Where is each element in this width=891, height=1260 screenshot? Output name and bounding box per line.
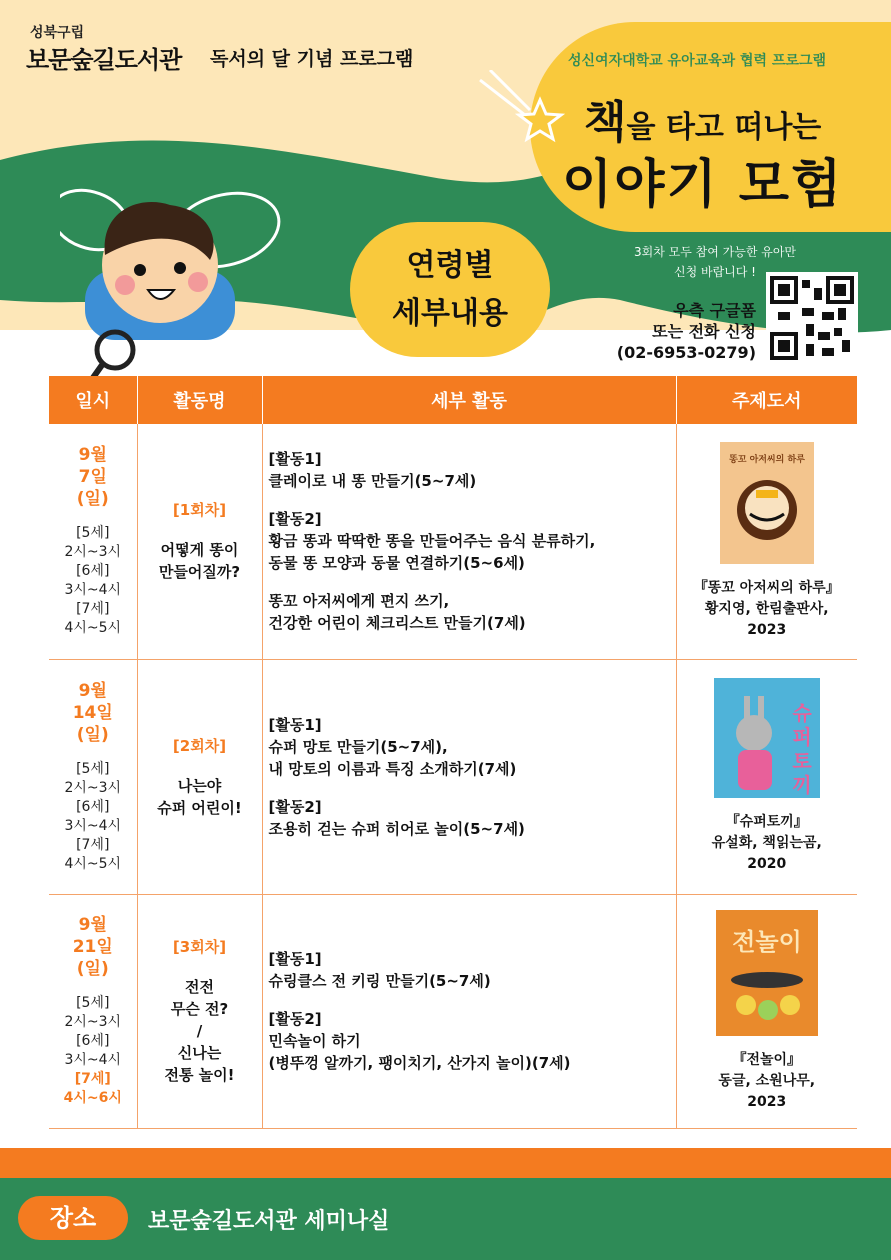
book-cover-image — [716, 910, 818, 1036]
time-line: [7세] — [74, 1071, 111, 1087]
session-label: [3회차] — [172, 938, 227, 956]
date-day: 7일 — [78, 467, 107, 488]
activity-name-line: 어떻게 똥이 — [160, 541, 239, 560]
time-line: 4시~5시 — [64, 855, 122, 872]
time-line: [7세] — [76, 836, 110, 853]
header-activity-name: 활동명 — [137, 376, 262, 424]
library-logo: 보문숲길도서관 — [26, 46, 182, 74]
table-row — [49, 894, 857, 1128]
title-line-1 — [584, 86, 821, 150]
time-line: 3시~4시 — [64, 1052, 122, 1068]
detail-line: 조용히 걷는 슈퍼 히어로 놀이(5~7세) — [268, 819, 525, 838]
session-label: [2회차] — [172, 736, 227, 755]
time-line: [6세] — [76, 563, 110, 580]
time-line: 4시~6시 — [63, 1090, 122, 1106]
book-year: 2020 — [747, 856, 787, 872]
schedule-table — [49, 376, 857, 1129]
apply-info — [596, 300, 756, 363]
detail-line: 황금 똥과 딱딱한 똥을 만들어주는 음식 분류하기, — [268, 532, 596, 551]
time-line: [6세] — [76, 1033, 110, 1049]
activity-name-cell — [137, 894, 262, 1128]
book-author: 동글, 소원나무, — [718, 1072, 816, 1089]
time-line: [6세] — [76, 798, 110, 815]
activity-name-line: 신나는 — [177, 1044, 222, 1062]
apply-line-1: 우측 구글폼 — [673, 301, 756, 320]
detail-line: 내 망토의 이름과 특징 소개하기(7세) — [268, 759, 517, 778]
activity-name-line: 전통 놀이! — [164, 1066, 235, 1084]
date-day: 21일 — [72, 937, 113, 957]
time-line: [5세] — [76, 995, 110, 1011]
time-line: 3시~4시 — [64, 582, 122, 599]
date-month: 9월 — [78, 680, 107, 701]
time-line: [5세] — [76, 525, 110, 542]
book-cover-image — [714, 678, 820, 798]
title-rest: 을 타고 떠나는 — [626, 110, 822, 145]
detail-line: [활동2] — [268, 1010, 322, 1028]
date-cell — [49, 894, 137, 1128]
book-year: 2023 — [747, 621, 787, 638]
table-row — [49, 659, 857, 894]
time-line: [5세] — [76, 760, 110, 777]
place-label: 장소 — [18, 1196, 128, 1240]
book-author: 황지영, 한림출판사, — [704, 600, 829, 617]
child-character-icon — [60, 160, 290, 390]
detail-line: 민속놀이 하기 — [268, 1032, 361, 1050]
header-detail: 세부 활동 — [262, 376, 676, 424]
collab-text: 성신여자대학교 유아교육과 협력 프로그램 — [568, 53, 827, 69]
date-cell — [49, 424, 137, 659]
detail-line: 똥꼬 아저씨에게 편지 쓰기, — [268, 592, 450, 611]
detail-line: (병뚜껑 알까기, 팽이치기, 산가지 놀이)(7세) — [268, 1054, 571, 1072]
book-cell — [676, 894, 857, 1128]
table-row — [49, 424, 857, 659]
time-line: 3시~4시 — [64, 817, 122, 834]
time-line: 2시~3시 — [64, 1014, 122, 1030]
apply-phone: (02-6953-0279) — [616, 343, 756, 362]
activity-name-line: 만들어질까? — [158, 563, 241, 582]
time-line: 2시~3시 — [64, 779, 122, 796]
date-cell — [49, 659, 137, 894]
time-line: 2시~3시 — [64, 544, 122, 561]
date-month: 9월 — [78, 915, 107, 935]
book-title: 『똥꼬 아저씨의 하루』 — [693, 579, 840, 596]
logo-district: 성북구립 — [30, 25, 85, 41]
date-month: 9월 — [78, 445, 107, 466]
header-date: 일시 — [49, 376, 137, 424]
place-value: 보문숲길도서관 세미나실 — [148, 1209, 390, 1234]
detail-cell — [262, 424, 676, 659]
detail-line: 건강한 어린이 체크리스트 만들기(7세) — [268, 614, 526, 633]
detail-line: [활동2] — [268, 797, 322, 816]
apply-line-2: 또는 전화 신청 — [652, 322, 756, 341]
book-title: 『슈퍼토끼』 — [725, 814, 808, 830]
session-label: [1회차] — [172, 501, 227, 520]
svg-text:토: 토 — [792, 749, 812, 773]
activity-name-line: 슈퍼 어린이! — [157, 798, 242, 817]
footer-orange-band — [0, 1148, 891, 1178]
time-line: [7세] — [76, 601, 110, 618]
detail-line: 동물 똥 모양과 동물 연결하기(5~6세) — [268, 554, 525, 573]
notice-line-1: 3회차 모두 참여 가능한 유아만 — [634, 245, 796, 259]
age-detail-badge — [350, 222, 550, 357]
detail-line: [활동1] — [268, 450, 322, 469]
event-title: 독서의 달 기념 프로그램 — [210, 48, 414, 70]
date-day: 14일 — [72, 702, 113, 723]
date-weekday: (일) — [76, 959, 109, 979]
activity-name-cell — [137, 659, 262, 894]
title-line-2: 이야기 모험 — [562, 155, 844, 215]
detail-line: [활동2] — [268, 510, 322, 529]
svg-text:슈: 슈 — [792, 701, 812, 725]
book-cell — [676, 424, 857, 659]
detail-cell — [262, 659, 676, 894]
time-line: 4시~5시 — [64, 620, 122, 637]
cover-title-text: 전놀이 — [731, 927, 802, 956]
date-weekday: (일) — [76, 724, 109, 745]
book-title: 『전놀이』 — [732, 1051, 802, 1068]
header-book: 주제도서 — [676, 376, 857, 424]
shooting-star-icon — [470, 70, 570, 160]
detail-line: 클레이로 내 똥 만들기(5~7세) — [268, 472, 477, 491]
book-cell — [676, 659, 857, 894]
notice-line-2: 신청 바랍니다 ! — [674, 265, 756, 279]
cover-title-text: 똥꼬 아저씨의 하루 — [728, 454, 805, 465]
activity-name-line: 무슨 전? — [170, 1000, 229, 1018]
book-author: 유설화, 책읽는곰, — [711, 835, 822, 851]
title-big-char: 책 — [584, 97, 627, 148]
detail-line: [활동1] — [268, 950, 322, 968]
detail-line: [활동1] — [268, 715, 322, 734]
footer-green-band — [0, 1178, 891, 1260]
book-cover-image — [720, 442, 814, 564]
activity-name-line: 전전 — [185, 978, 214, 996]
detail-cell — [262, 894, 676, 1128]
detail-line: 슈퍼 망토 만들기(5~7세), — [268, 737, 448, 756]
activity-name-line: 나는야 — [177, 776, 222, 795]
activity-name-cell — [137, 424, 262, 659]
qr-code-icon[interactable] — [766, 272, 858, 364]
activity-name-line: / — [196, 1022, 203, 1040]
detail-line: 슈링클스 전 키링 만들기(5~7세) — [268, 972, 491, 990]
book-year: 2023 — [747, 1093, 787, 1110]
date-weekday: (일) — [76, 489, 109, 510]
badge-line-2: 세부내용 — [392, 295, 508, 331]
svg-text:끼: 끼 — [792, 773, 812, 797]
svg-text:퍼: 퍼 — [792, 725, 812, 749]
table-header-row — [49, 376, 857, 424]
badge-line-1: 연령별 — [406, 247, 494, 283]
